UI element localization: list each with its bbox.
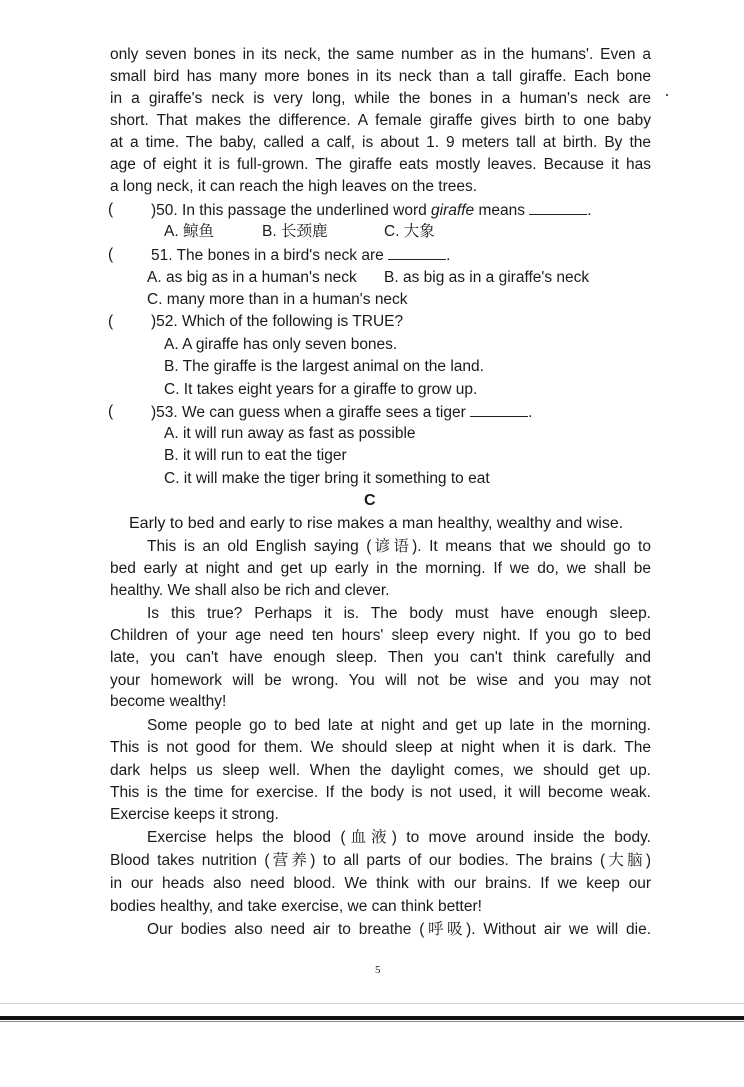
question-53	[151, 402, 532, 423]
answer-bracket: (	[108, 201, 114, 218]
paragraph-line: become wealthy!	[110, 693, 227, 710]
paragraph-line: bed early at night and get up early in the morning. If we do, we shall be	[110, 560, 651, 577]
option-a: A. A giraffe has only seven bones.	[164, 336, 398, 353]
question-51	[151, 245, 450, 266]
paragraph-line: dark helps us sleep well. When the daylight comes, we should get up.	[110, 762, 651, 779]
option-a: A. it will run away as fast as possible	[164, 425, 416, 442]
motto-line: Early to bed and early to rise makes a man healthy, wealthy and wise.	[129, 515, 624, 532]
question-stem-end: .	[587, 202, 592, 219]
answer-blank[interactable]	[470, 402, 528, 417]
question-50	[151, 200, 592, 221]
passage-line: in a giraffe's neck is very long, while the bones in a human's neck are	[110, 90, 651, 107]
option-c: C. many more than in a human's neck	[147, 291, 408, 308]
paragraph-line: This is not good for them. We should sleep at night when it is dark. The	[110, 739, 651, 756]
paragraph-line: Is this true? Perhaps it is. The body must have enough sleep.	[147, 605, 651, 622]
option-c: C. It takes eight years for a giraffe to grow up.	[164, 381, 478, 398]
passage-line: at a time. The baby, called a calf, is about 1. 9 meters tall at birth. By the	[110, 134, 651, 151]
paragraph-line: healthy. We shall also be rich and clever.	[110, 582, 390, 599]
passage-line: small bird has many more bones in its neck than a tall giraffe. Each bone	[110, 68, 651, 85]
paragraph-line: Exercise keeps it strong.	[110, 806, 279, 823]
question-stem: means	[474, 202, 525, 219]
question-stem: 51. The bones in a bird's neck are	[151, 247, 384, 264]
paragraph-line: Our bodies also need air to breathe (呼吸). Without air we will die.	[147, 921, 651, 938]
option-b: B. it will run to eat the tiger	[164, 447, 347, 464]
paragraph-line: late, you can't have enough sleep. Then you can't think carefully and	[110, 649, 651, 666]
option-c: C. 大象	[384, 223, 435, 240]
section-heading: C	[364, 492, 376, 509]
option-a: A. 鲸鱼	[164, 223, 214, 240]
paragraph-line: in our heads also need blood. We think with our brains. If we keep our	[110, 875, 651, 892]
passage-line: only seven bones in its neck, the same number as in the humans'. Even a	[110, 46, 651, 63]
footer-rule-thin	[0, 1003, 744, 1004]
question-52: )52. Which of the following is TRUE?	[151, 313, 404, 330]
paragraph-line: Some people go to bed late at night and get up late in the morning.	[147, 717, 651, 734]
underlined-word: giraffe	[431, 202, 475, 219]
paragraph-line: This is the time for exercise. If the body is not used, it will become weak.	[110, 784, 651, 801]
answer-bracket: (	[108, 246, 114, 263]
answer-bracket: (	[108, 403, 114, 420]
passage-line: short. That makes the difference. A female giraffe gives birth to one baby	[110, 112, 651, 129]
question-stem: )53. We can guess when a giraffe sees a tiger	[151, 404, 466, 421]
option-b: B. as big as in a giraffe's neck	[384, 269, 590, 286]
footer-rule-under	[0, 1021, 744, 1022]
passage-line: a long neck, it can reach the high leaves on the trees.	[110, 178, 478, 195]
scan-speck	[666, 94, 668, 96]
answer-blank[interactable]	[388, 245, 446, 260]
question-stem-end: .	[528, 404, 533, 421]
question-stem: )50. In this passage the underlined word	[151, 202, 432, 219]
answer-bracket: (	[108, 313, 114, 330]
option-c: C. it will make the tiger bring it something to eat	[164, 470, 490, 487]
paragraph-line: Blood takes nutrition (营养) to all parts of our bodies. The brains (大脑)	[110, 852, 651, 869]
option-b: B. 长颈鹿	[262, 223, 328, 240]
option-b: B. The giraffe is the largest animal on the land.	[164, 358, 484, 375]
passage-line: age of eight it is full-grown. The giraffe eats mostly leaves. Because it has	[110, 156, 651, 173]
paragraph-line: Children of your age need ten hours' sleep every night. If you go to bed	[110, 627, 651, 644]
paragraph-line: This is an old English saying (谚语). It means that we should go to	[147, 538, 651, 555]
page-number: 5	[375, 964, 381, 976]
paragraph-line: bodies healthy, and take exercise, we can think better!	[110, 898, 482, 915]
answer-blank[interactable]	[529, 200, 587, 215]
paragraph-line: your homework will be wrong. You will not be wise and you may not	[110, 672, 651, 689]
question-stem-end: .	[446, 247, 451, 264]
footer-rule-bold	[0, 1016, 744, 1020]
paragraph-line: Exercise helps the blood (血液) to move around inside the body.	[147, 829, 651, 846]
option-a: A. as big as in a human's neck	[147, 269, 357, 286]
